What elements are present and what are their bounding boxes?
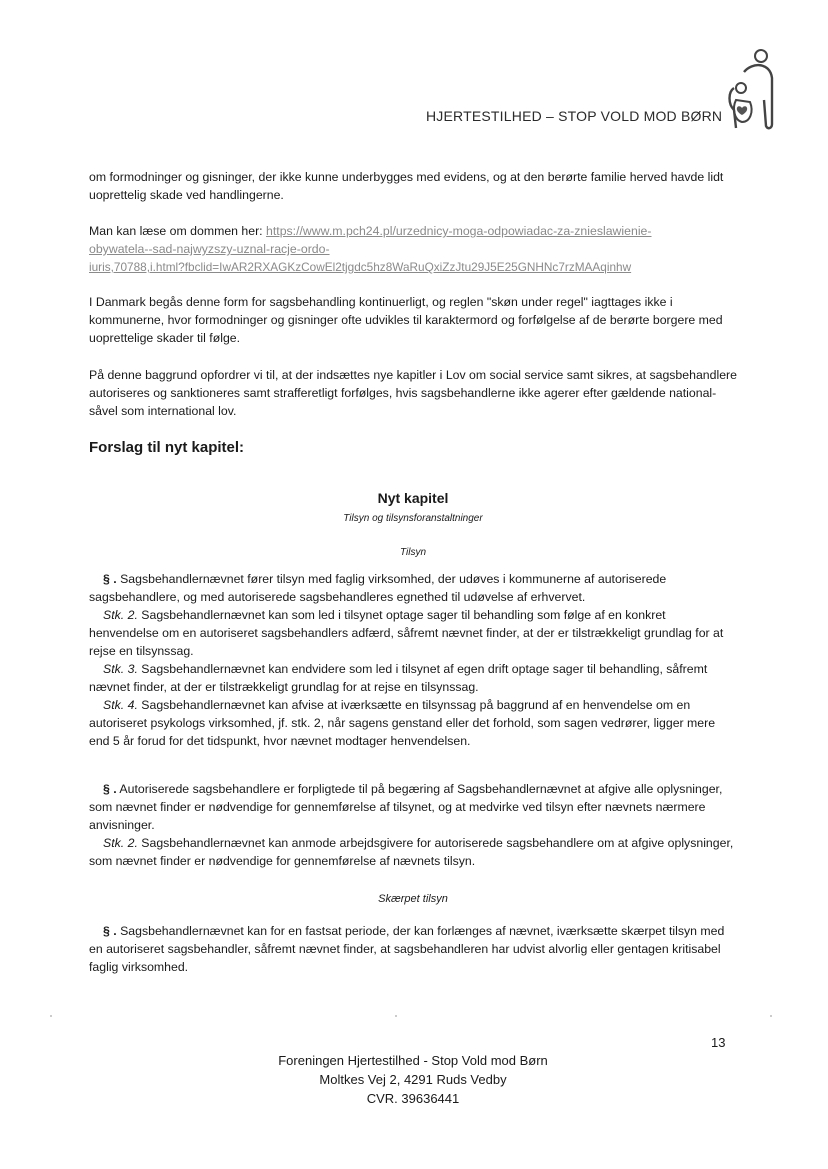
intro-paragraph-2 — [89, 293, 737, 347]
paragraph-s1-main: § . Sagsbehandlernævnet fører tilsyn med faglig virksomhed, der udøves i kommunerne af autoriserede sagsbehandlere, og med autoriserede sagsbehandleres egnethed til udøvelse af erhvervet. — [89, 572, 667, 604]
judgment-link-line-2[interactable]: obywatela--sad-najwyzszy-uznal-racje-ordo- — [89, 242, 330, 256]
section-oplysning-body — [89, 780, 737, 870]
section-tilsyn-body — [89, 570, 737, 750]
chapter-subtitle: Tilsyn og tilsynsforanstaltninger — [343, 513, 483, 524]
section-mark: § . — [103, 924, 117, 938]
paragraph-s3-main: § . Sagsbehandlernævnet kan for en fastsat periode, der kan forlænges af nævnet, iværksætte skærpet tilsyn med en autoriseret sagsbehandler, såfremt nævnet finder, at sagsbehandleren har udvist alvorlig eller gentagen kritisabel faglig virksomhed. — [89, 924, 725, 974]
read-more-label: Man kan læse om dommen her: — [89, 224, 267, 238]
adult-child-heart-logo-icon — [724, 48, 780, 134]
read-more-block — [89, 222, 737, 276]
scan-speck — [395, 1015, 397, 1017]
section-mark: § . — [103, 572, 117, 586]
stk-label: Stk. 2. — [103, 836, 138, 850]
chapter-title: Nyt kapitel — [377, 490, 449, 506]
stk-label: Stk. 3. — [103, 662, 138, 676]
section-heading-tilsyn: Tilsyn — [399, 547, 427, 558]
intro-text-2: I Danmark begås denne form for sagsbehandling kontinuerligt, og reglen "skøn under regel" iagttages ikke i kommunerne, hvor formodninger og gisninger ofte udvikles til karaktermord og forfølgelse af de berørte borgere med uoprettelige skader til følge. — [89, 295, 723, 345]
intro-text-3: På denne baggrund opfordrer vi til, at der indsættes nye kapitler i Lov om social service samt sikres, at sagsbehandlere autoriseres og sanktioneres samt strafferetligt forfølges, hvis sagsbehandlerne ikke agerer efter gældende national- såvel som international lov. — [89, 368, 737, 418]
paragraph-s1-stk2: Stk. 2. Sagsbehandlernævnet kan som led i tilsynet optage sager til behandling som følge af en konkret henvendelse om en autoriseret sagsbehandlers adfærd, såfremt nævnet finder, at der er tilstrækkeligt grundlag for at rejse en tilsynssag. — [89, 608, 724, 658]
scan-speck — [770, 1015, 772, 1017]
intro-paragraph-3 — [89, 366, 737, 420]
stk-label: Stk. 2. — [103, 608, 138, 622]
footer-address: Moltkes Vej 2, 4291 Ruds Vedby — [319, 1072, 507, 1087]
section-mark: § . — [103, 782, 117, 796]
intro-text-1: om formodninger og gisninger, der ikke kunne underbygges med evidens, og at den berørte familie herved havde lidt uoprettelig skade ved handlingerne. — [89, 170, 724, 202]
section-heading-skaerpet-tilsyn: Skærpet tilsyn — [378, 893, 448, 905]
footer — [89, 1051, 737, 1108]
scan-speck — [50, 1015, 52, 1017]
page-number: 13 — [711, 1035, 726, 1050]
forslag-heading: Forslag til nyt kapitel: — [89, 439, 245, 456]
intro-paragraph-1 — [89, 168, 737, 204]
section-skaerpet-body — [89, 922, 737, 976]
paragraph-s1-stk3: Stk. 3. Sagsbehandlernævnet kan endvidere som led i tilsynet af egen drift optage sager til behandling, såfremt nævnet finder, at der er tilstrækkeligt grundlag for at rejse en tilsynssag. — [89, 662, 708, 694]
paragraph-s2-main: § . Autoriserede sagsbehandlere er forpligtede til på begæring af Sagsbehandlernævnet at afgive alle oplysninger, som nævnet finder er nødvendige for gennemførelse af tilsynet, og at medvirke ved tilsyn efter nævnets nærmere anvisninger. — [89, 782, 723, 832]
paragraph-s1-stk4: Stk. 4. Sagsbehandlernævnet kan afvise at iværksætte en tilsynssag på baggrund af en henvendelse om en autoriseret psykologs virksomhed, jf. stk. 2, når sagens genstand eller det forhold, som sagen vedrører, ligger mere end 5 år forud for det tidspunkt, hvor nævnet modtager henvendelsen. — [89, 698, 716, 748]
footer-org-name: Foreningen Hjertestilhed - Stop Vold mod Børn — [278, 1053, 548, 1068]
judgment-link-line-3[interactable]: iuris,70788,i.html?fbclid=IwAR2RXAGKzCowEl2tjgdc5hz8WaRuQxiZzJtu29J5E25GNHNc7rzMAAqinhw — [89, 260, 632, 274]
judgment-link-line-1[interactable]: https://www.m.pch24.pl/urzednicy-moga-odpowiadac-za-znieslawienie- — [266, 224, 652, 238]
paragraph-s2-stk2: Stk. 2. Sagsbehandlernævnet kan anmode arbejdsgivere for autoriserede sagsbehandlere om at afgive oplysninger, som nævnet finder er nødvendige for gennemførelse af nævnets tilsyn. — [89, 836, 734, 868]
stk-label: Stk. 4. — [103, 698, 138, 712]
footer-cvr: CVR. 39636441 — [366, 1091, 460, 1106]
header-title: HJERTESTILHED – STOP VOLD MOD BØRN — [426, 108, 723, 124]
